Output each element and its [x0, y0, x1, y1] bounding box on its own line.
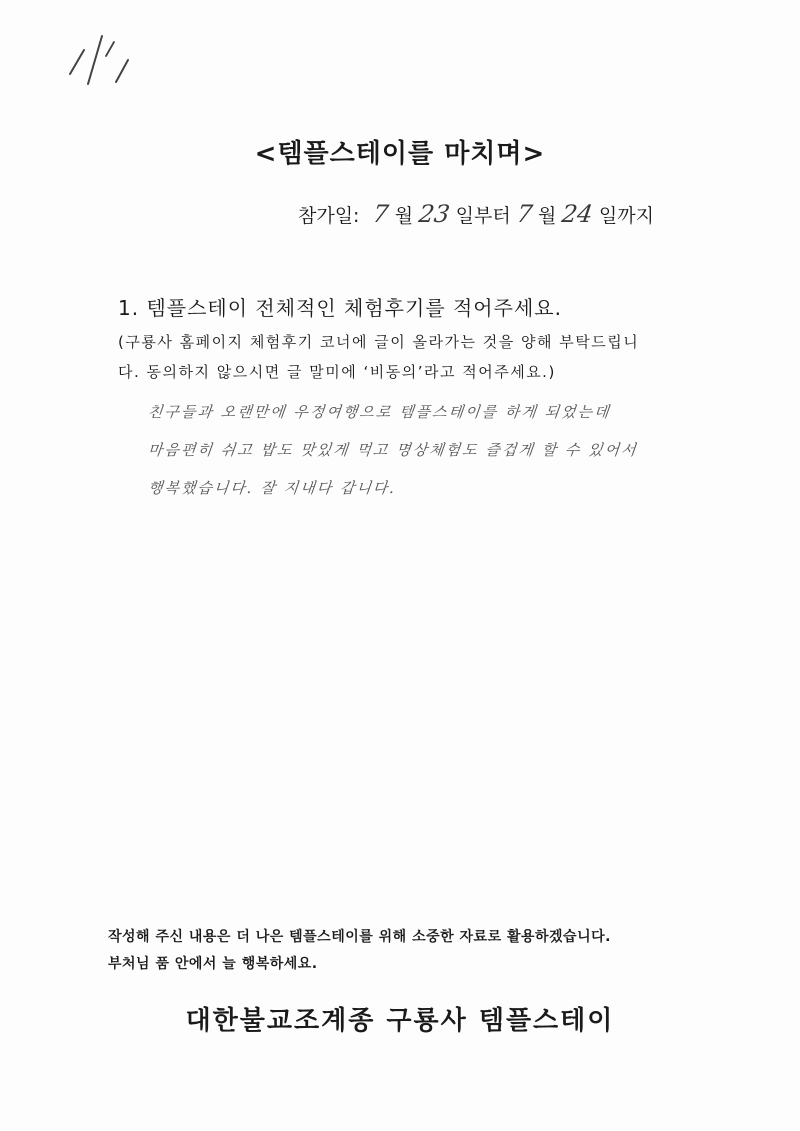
handwritten-answer — [148, 393, 728, 507]
closing-line-2: 부처님 품 안에서 늘 행복하세요. — [108, 956, 318, 972]
consent-note-line-1: (구룡사 홈페이지 체험후기 코너에 글이 올라가는 것을 양해 부탁드립니 — [118, 333, 640, 351]
from-text: 일부터 — [455, 205, 511, 227]
answer-line: 마음편히 쉬고 밥도 맛있게 먹고 명상체험도 즐겁게 할 수 있어서 — [147, 441, 639, 459]
end-month-value: 7 — [514, 200, 534, 228]
answer-line: 행복했습니다. 잘 지내다 갑니다. — [147, 479, 398, 497]
end-day-value: 24 — [560, 200, 595, 228]
page-title: <템플스테이를 마치며> — [254, 139, 546, 169]
start-month-value: 7 — [371, 200, 391, 228]
until-text: 일까지 — [598, 205, 654, 227]
handwritten-corner-mark — [62, 22, 142, 92]
month-unit-1: 월 — [394, 205, 414, 227]
participation-dates — [298, 200, 654, 240]
consent-note — [118, 327, 708, 387]
participation-label: 참가일: — [298, 205, 360, 227]
question-heading: 1. 템플스테이 전체적인 체험후기를 적어주세요. — [118, 296, 562, 320]
month-unit-2: 월 — [538, 205, 557, 227]
answer-line: 친구들과 오랜만에 우정여행으로 템플스테이를 하게 되었는데 — [147, 403, 612, 421]
start-day-value: 23 — [417, 200, 452, 228]
organization-name: 대한불교조계종 구룡사 템플스테이 — [185, 1006, 615, 1036]
closing-line-1: 작성해 주신 내용은 더 나은 템플스테이를 위해 소중한 자료로 활용하겠습니다. — [108, 929, 611, 945]
closing-message — [108, 924, 611, 978]
consent-note-line-2: 다. 동의하지 않으시면 글 말미에 ‘비동의’라고 적어주세요.) — [118, 363, 556, 381]
